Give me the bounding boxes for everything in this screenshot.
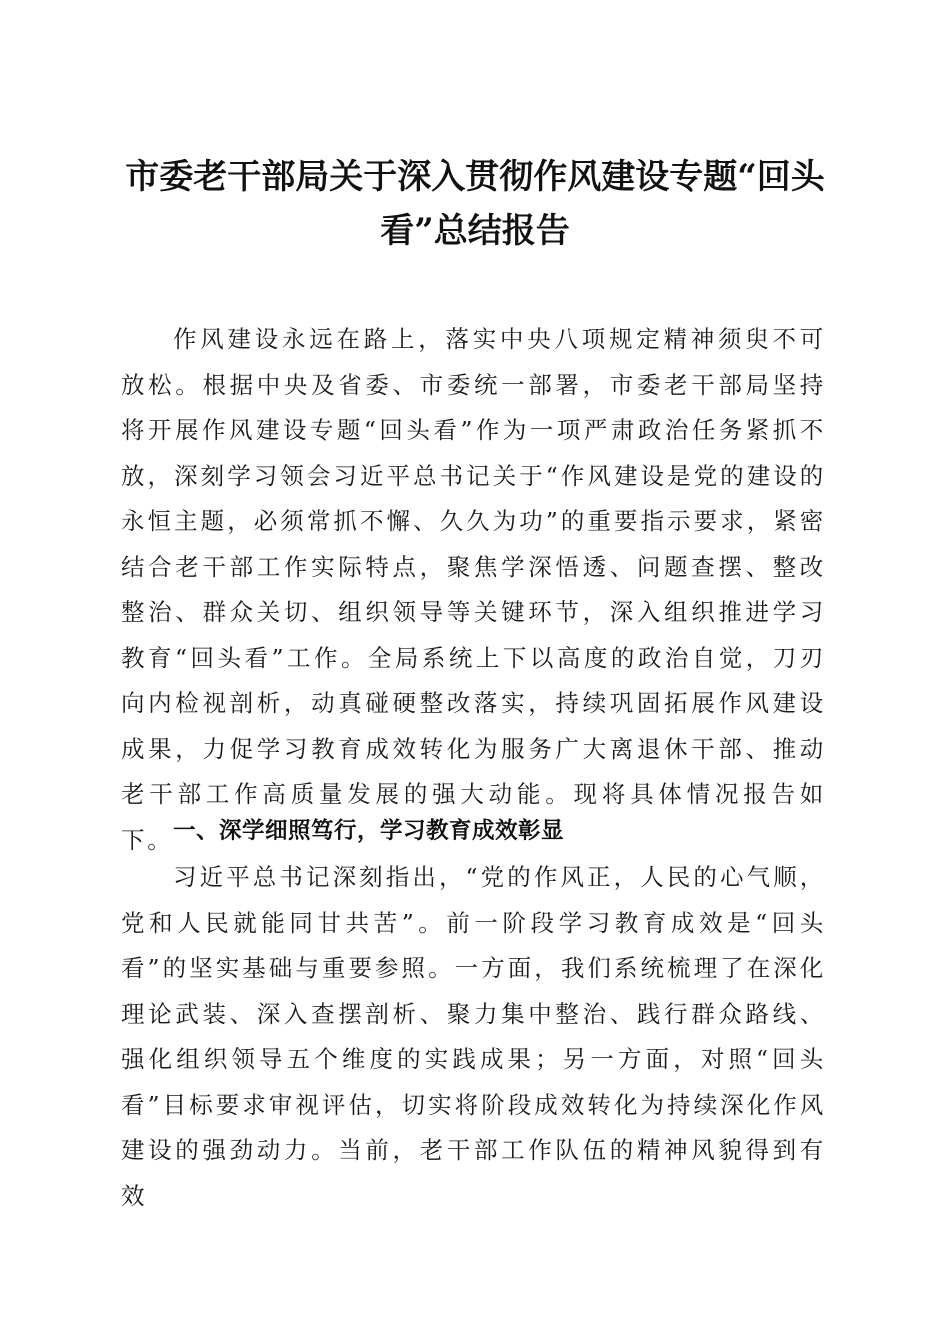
- document-title: 市委老干部局关于深入贯彻作风建设专题“回头看”总结报告: [125, 157, 825, 251]
- section-1-paragraph: 习近平总书记深刻指出，“党的作风正，人民的心气顺，党和人民就能同甘共苦”。前一阶段学习教育成效是“回头看”的坚实基础与重要参照。一方面，我们系统梳理了在深化理论武装、深入查摆剖析、聚力集中整治、践行群众路线、强化组织领导五个维度的实践成果；另一方面，对照“回头看”目标要求审视评估，切实将阶段成效转化为持续深化作风建设的强劲动力。当前，老干部工作队伍的精神风貌得到有效: [121, 863, 826, 1210]
- section-heading-1: 一、深学细照笃行，学习教育成效彰显: [173, 818, 565, 844]
- intro-paragraph: 作风建设永远在路上，落实中央八项规定精神须臾不可放松。根据中央及省委、市委统一部署，市委老干部局坚持将开展作风建设专题“回头看”作为一项严肃政治任务紧抓不放，深刻学习领会习近平总书记关于“作风建设是党的建设的永恒主题，必须常抓不懈、久久为功”的重要指示要求，紧密结合老干部工作实际特点，聚焦学深悟透、问题查摆、整改整治、群众关切、组织领导等关键环节，深入组织推进学习教育“回头看”工作。全局系统上下以高度的政治自觉，刀刃向内检视剖析，动真碰硬整改落实，持续巩固拓展作风建设成果，力促学习教育成效转化为服务广大离退休干部、推动老干部工作高质量发展的强大动能。现将具体情况报告如下。: [121, 325, 826, 854]
